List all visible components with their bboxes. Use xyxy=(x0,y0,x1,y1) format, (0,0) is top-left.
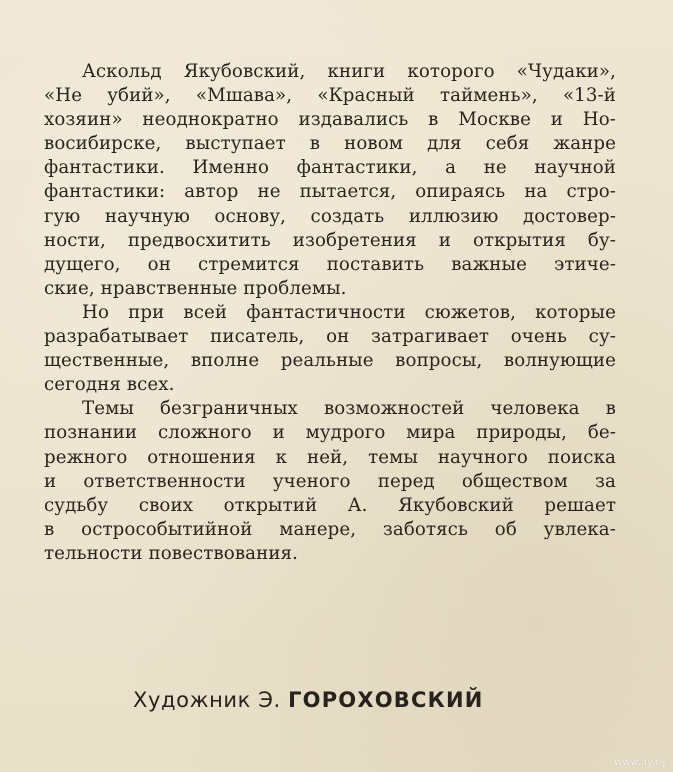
text-line: Аскольд Якубовский, книги которого «Чудаки», xyxy=(82,61,616,82)
text-line: режного отношения к ней, темы научного поиска xyxy=(44,446,616,468)
paragraph-1 xyxy=(44,60,616,301)
text-line: Но при всей фантастичности сюжетов, которые xyxy=(82,301,616,323)
text-line: и ответственности ученого перед обществом за xyxy=(44,470,616,492)
credit-label: Художник Э. xyxy=(133,688,281,712)
text-line: разрабатывает писатель, он затрагивает очень су- xyxy=(44,326,616,348)
text-line: «Не убий», «Мшава», «Красный таймень», «13-й xyxy=(44,85,616,107)
text-line: тельности повествования. xyxy=(44,542,298,564)
text-line: познании сложного и мудрого мира природы, бе- xyxy=(44,422,616,444)
text-line: ские, нравственные проблемы. xyxy=(44,277,347,299)
text-line: сегодня всех. xyxy=(44,374,175,396)
site-watermark: www.ay.by xyxy=(614,757,667,768)
paragraph-2 xyxy=(44,301,616,397)
text-line: щественные, вполне реальные вопросы, волнующие xyxy=(44,350,616,372)
text-line: в острособытийной манере, заботясь об увлека- xyxy=(44,518,616,540)
text-line: дущего, он стремится поставить важные этиче- xyxy=(44,253,616,275)
text-line: фантастики: автор не пытается, опираясь на стро- xyxy=(44,181,616,203)
text-line: Темы безграничных возможностей человека в xyxy=(82,398,616,420)
illustrator-credit xyxy=(133,688,484,712)
annotation-text xyxy=(44,60,616,566)
text-line: судьбу своих открытий А. Якубовский решает xyxy=(44,494,616,516)
text-line: восибирске, выступает в новом для себя жанре xyxy=(44,133,616,155)
paragraph-3 xyxy=(44,397,616,566)
illustrator-name: ГОРОХОВСКИЙ xyxy=(288,688,484,712)
text-line: фантастики. Именно фантастики, а не научной xyxy=(44,157,616,179)
text-line: гую научную основу, создать иллюзию достовер- xyxy=(44,205,616,227)
text-line: хозяин» неоднократно издавались в Москве и Но- xyxy=(44,109,616,131)
text-line: ности, предвосхитить изобретения и открытия бу- xyxy=(44,229,616,251)
